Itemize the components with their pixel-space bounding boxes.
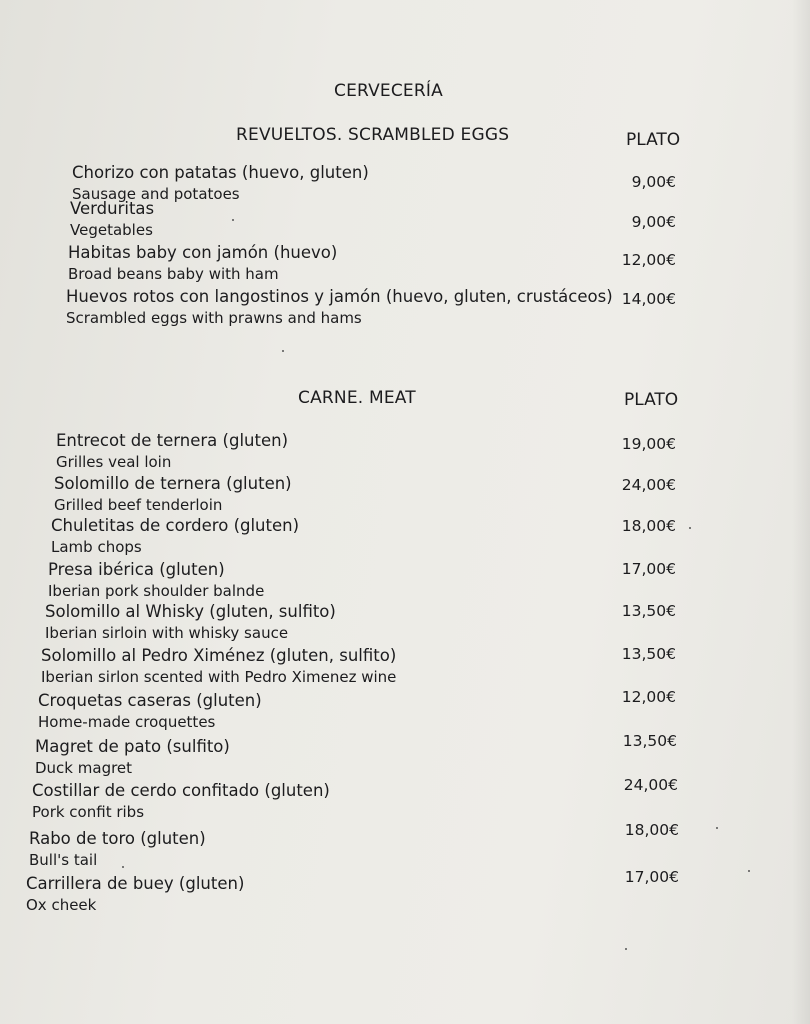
list-item: [29, 829, 206, 870]
list-item: [41, 646, 396, 687]
dish-price: 18,00€: [621, 517, 676, 535]
dish-price: 17,00€: [624, 868, 679, 886]
dish-name: Chuletitas de cordero (gluten): [51, 516, 300, 535]
list-item: [35, 737, 230, 778]
list-item: [72, 163, 369, 204]
dish-translation: Vegetables: [70, 221, 153, 239]
dish-translation: Iberian sirlon scented with Pedro Ximenez wine: [41, 668, 397, 686]
dish-name: Costillar de cerdo confitado (gluten): [32, 781, 330, 800]
list-item: [48, 560, 264, 601]
dish-price: 17,00€: [621, 560, 676, 578]
dish-translation: Ox cheek: [26, 896, 97, 914]
paper-speck: [689, 527, 691, 529]
list-item: [45, 602, 336, 643]
list-item: [68, 243, 337, 284]
list-item: [66, 287, 613, 328]
list-item: [54, 474, 292, 515]
paper-speck: [282, 350, 284, 352]
dish-translation: Pork confit ribs: [32, 803, 145, 821]
list-item: [56, 431, 288, 472]
dish-name: Solomillo de ternera (gluten): [54, 474, 292, 493]
dish-price: 19,00€: [621, 435, 676, 453]
dish-translation: Duck magret: [35, 759, 133, 777]
dish-name: Verduritas: [70, 199, 155, 218]
column-header-plato: PLATO: [626, 130, 681, 150]
dish-translation: Iberian pork shoulder balnde: [48, 582, 265, 600]
dish-translation: Grilled beef tenderloin: [54, 496, 223, 514]
dish-price: 13,50€: [621, 645, 676, 663]
dish-name: Chorizo con patatas (huevo, gluten): [72, 163, 369, 182]
paper-speck: [232, 219, 234, 221]
dish-translation: Lamb chops: [51, 538, 142, 556]
dish-translation: Sausage and potatoes: [72, 185, 240, 203]
dish-name: Huevos rotos con langostinos y jamón (huevo, gluten, crustáceos): [66, 287, 613, 306]
dish-name: Habitas baby con jamón (huevo): [68, 243, 338, 262]
dish-price: 13,50€: [622, 732, 677, 750]
dish-price: 12,00€: [621, 251, 676, 269]
list-item: [32, 781, 330, 822]
dish-price: 9,00€: [631, 213, 676, 231]
section-heading-meat: CARNE. MEAT: [298, 388, 416, 408]
dish-price: 14,00€: [621, 290, 676, 308]
column-header-plato: PLATO: [624, 390, 679, 410]
dish-name: Presa ibérica (gluten): [48, 560, 225, 579]
list-item: [70, 199, 154, 240]
paper-speck: [625, 948, 627, 950]
dish-name: Entrecot de ternera (gluten): [56, 431, 289, 450]
dish-name: Solomillo al Pedro Ximénez (gluten, sulfito): [41, 646, 397, 665]
dish-name: Solomillo al Whisky (gluten, sulfito): [45, 602, 336, 621]
dish-price: 13,50€: [621, 602, 676, 620]
paper-speck: [122, 866, 124, 868]
dish-price: 24,00€: [623, 776, 678, 794]
dish-translation: Scrambled eggs with prawns and hams: [66, 309, 362, 327]
list-item: [26, 874, 244, 915]
dish-price: 12,00€: [621, 688, 676, 706]
section-heading-scrambled-eggs: REVUELTOS. SCRAMBLED EGGS: [236, 125, 510, 145]
list-item: [38, 691, 262, 732]
dish-price: 9,00€: [631, 173, 676, 191]
page-edge-shadow: [792, 0, 810, 1024]
dish-name: Croquetas caseras (gluten): [38, 691, 262, 710]
paper-speck: [748, 870, 750, 872]
dish-translation: Bull's tail: [29, 851, 98, 869]
dish-translation: Grilles veal loin: [56, 453, 172, 471]
dish-name: Magret de pato (sulfito): [35, 737, 230, 756]
dish-translation: Broad beans baby with ham: [68, 265, 279, 283]
dish-price: 24,00€: [621, 476, 676, 494]
dish-translation: Home-made croquettes: [38, 713, 216, 731]
dish-name: Rabo de toro (gluten): [29, 829, 206, 848]
list-item: [51, 516, 299, 557]
dish-translation: Iberian sirloin with whisky sauce: [45, 624, 289, 642]
dish-price: 18,00€: [624, 821, 679, 839]
dish-name: Carrillera de buey (gluten): [26, 874, 245, 893]
paper-speck: [716, 827, 718, 829]
menu-title: CERVECERÍA: [334, 81, 443, 101]
